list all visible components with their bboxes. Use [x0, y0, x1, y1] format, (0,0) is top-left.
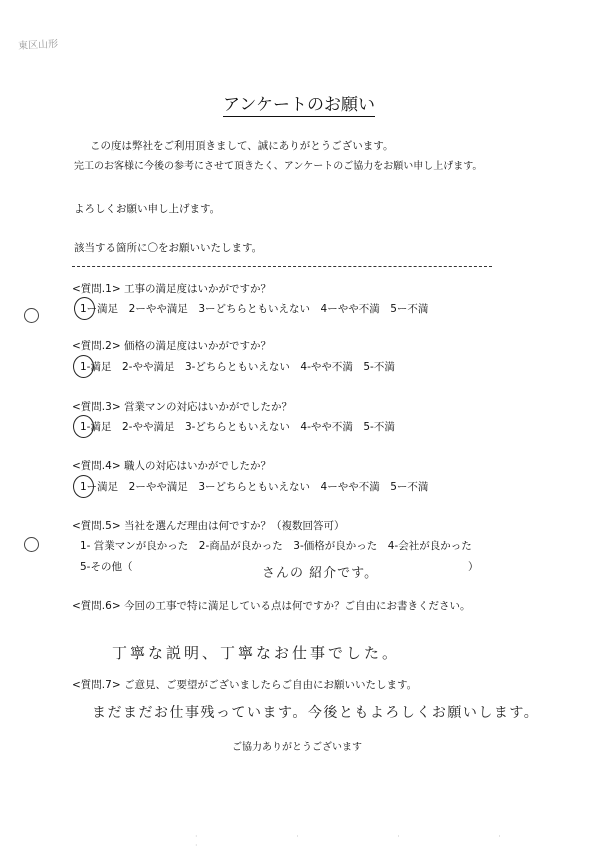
intro-line-1: この度は弊社をご利用頂きまして、誠にありがとうございます。 [90, 140, 394, 152]
question-1-label: <質問.1> 工事の満足度はいかがですか？ [72, 283, 271, 295]
section-divider [72, 266, 492, 267]
question-7-answer: まだまだお仕事残っています。今後ともよろしくお願いします。 [92, 705, 540, 721]
corner-handwritten-mark: 東区山形 [17, 38, 59, 53]
intro-line-4: 該当する箇所に〇をお願いいたします。 [74, 242, 263, 254]
question-6-label: <質問.6> 今回の工事で特に満足している点は何ですか？ご自由にお書きください。 [72, 600, 471, 612]
closing-text: ご協力ありがとうございます [232, 742, 362, 753]
question-4-answer-circle [73, 475, 94, 498]
margin-hole-mark [24, 308, 39, 323]
question-3-options: 1-満足 2-やや満足 3-どちらともいえない 4-やや不満 5-不満 [80, 421, 395, 433]
margin-hole-mark [24, 537, 39, 552]
question-5-other-open: 5-その他（ [80, 561, 133, 573]
question-3-answer-circle [73, 415, 94, 438]
question-5-options: 1- 営業マンが良かった 2-商品が良かった 3-価格が良かった 4-会社が良かった [80, 540, 472, 552]
question-2-label: <質問.2> 価格の満足度はいかがですか？ [72, 340, 271, 352]
question-5-other-answer: さんの 紹介です。 [262, 566, 379, 581]
intro-line-2: 完工のお客様に今後の参考にさせて頂きたく、アンケートのご協力をお願い申し上げます。 [74, 161, 483, 172]
question-2-options: 1-満足 2-やや満足 3-どちらともいえない 4-やや不満 5-不満 [80, 361, 395, 373]
question-1-answer-circle [74, 297, 95, 320]
question-4-label: <質問.4> 職人の対応はいかがでしたか？ [72, 460, 271, 472]
question-6-answer: 丁寧な説明、丁寧なお仕事でした。 [112, 644, 401, 662]
page-title [0, 90, 598, 115]
question-5-other-close: ） [468, 561, 479, 573]
question-2-answer-circle [73, 355, 94, 378]
question-5-label: <質問.5> 当社を選んだ理由は何ですか？（複数回答可） [72, 520, 345, 532]
question-4-options: 1ー満足 2ーやや満足 3ーどちらともいえない 4ーやや不満 5ー不満 [80, 481, 429, 493]
scan-specks: · · · · · [195, 832, 549, 850]
question-1-options: 1ー満足 2ーやや満足 3ーどちらともいえない 4ーやや不満 5ー不満 [80, 303, 429, 315]
page-title-text: アンケートのお願い [223, 95, 375, 115]
intro-line-3: よろしくお願い申し上げます。 [74, 203, 221, 215]
question-3-label: <質問.3> 営業マンの対応はいかがでしたか？ [72, 401, 292, 413]
question-7-label: <質問.7> ご意見、ご要望がございましたらご自由にお願いいたします。 [72, 679, 418, 691]
